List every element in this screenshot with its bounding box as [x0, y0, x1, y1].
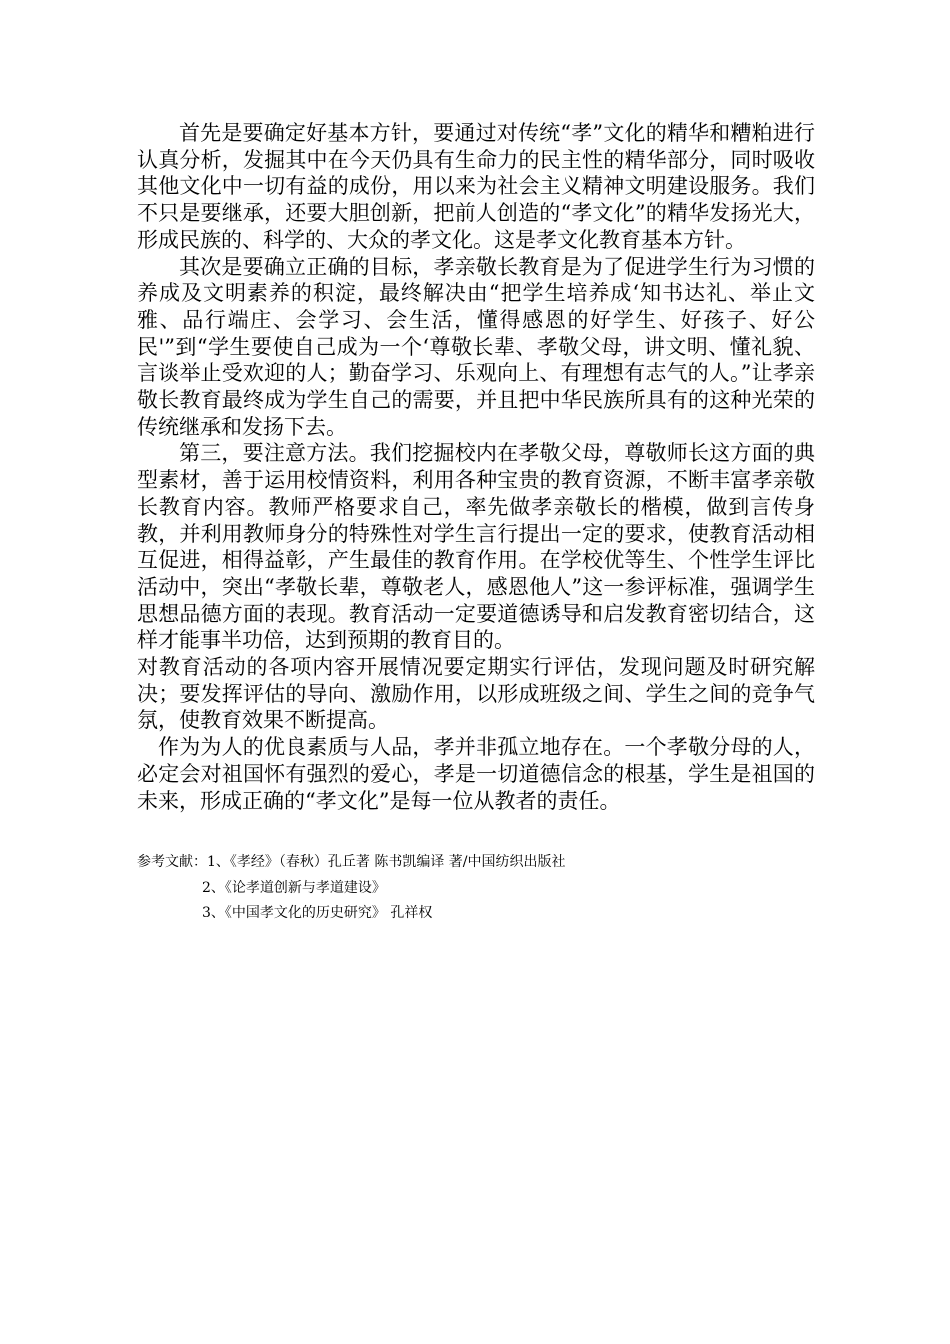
reference-item-1: 参考文献：1、《孝经》（春秋）孔丘著 陈书凯编译 著/中国纺织出版社	[137, 854, 566, 870]
body-text	[137, 120, 815, 814]
paragraph-evaluation: 对教育活动的各项内容开展情况要定期实行评估，发现问题及时研究解决；要发挥评估的导向、激励作用，以形成班级之间、学生之间的竞争气氛，使教育效果不断提高。	[137, 655, 815, 733]
paragraph-basic-policy: 首先是要确定好基本方针，要通过对传统“孝”文化的精华和糟粕进行认真分析，发掘其中在今天仍具有生命力的民主性的精华部分，同时吸收其他文化中一切有益的成份，用以来为社会主义精神文明建设服务。我们不只是要继承，还要大胆创新，把前人创造的“孝文化”的精华发扬光大，形成民族的、科学的、大众的孝文化。这是孝文化教育基本方针。	[137, 121, 815, 252]
references	[137, 850, 837, 927]
reference-item-3: 3、《中国孝文化的历史研究》 孔祥权	[202, 905, 433, 921]
paragraph-correct-goal: 其次是要确立正确的目标，孝亲敬长教育是为了促进学生行为习惯的养成及文明素养的积淀，最终解决由“把学生培养成‘知书达礼、举止文雅、品行端庄、会学习、会生活，懂得感恩的好学生、好孩子、好公民'”到“学生要使自己成为一个‘尊敬长辈、孝敬父母，讲文明、懂礼貌、言谈举止受欢迎的人；勤奋学习、乐观向上、有理想有志气的人。”让孝亲敬长教育最终成为学生自己的需要，并且把中华民族所具有的这种光荣的传统继承和发扬下去。	[137, 254, 815, 439]
paragraph-method: 第三，要注意方法。我们挖掘校内在孝敬父母，尊敬师长这方面的典型素材，善于运用校情资料，利用各种宝贵的教育资源，不断丰富孝亲敬长教育内容。教师严格要求自己，率先做孝亲敬长的楷模，做到言传身教，并利用教师身分的特殊性对学生言行提出一定的要求，使教育活动相互促进，相得益彰，产生最佳的教育作用。在学校优等生、个性学生评比活动中，突出“孝敬长辈，尊敬老人，感恩他人”这一参评标准，强调学生思想品德方面的表现。教育活动一定要道德诱导和启发教育密切结合，这样才能事半功倍，达到预期的教育目的。	[137, 441, 815, 653]
reference-item-2: 2、《论孝道创新与孝道建设》	[202, 879, 386, 896]
paragraph-conclusion: 作为为人的优良素质与人品，孝并非孤立地存在。一个孝敬分母的人，必定会对祖国怀有强烈的爱心，孝是一切道德信念的根基，学生是祖国的未来，形成正确的“孝文化”是每一位从教者的责任。	[137, 735, 815, 813]
